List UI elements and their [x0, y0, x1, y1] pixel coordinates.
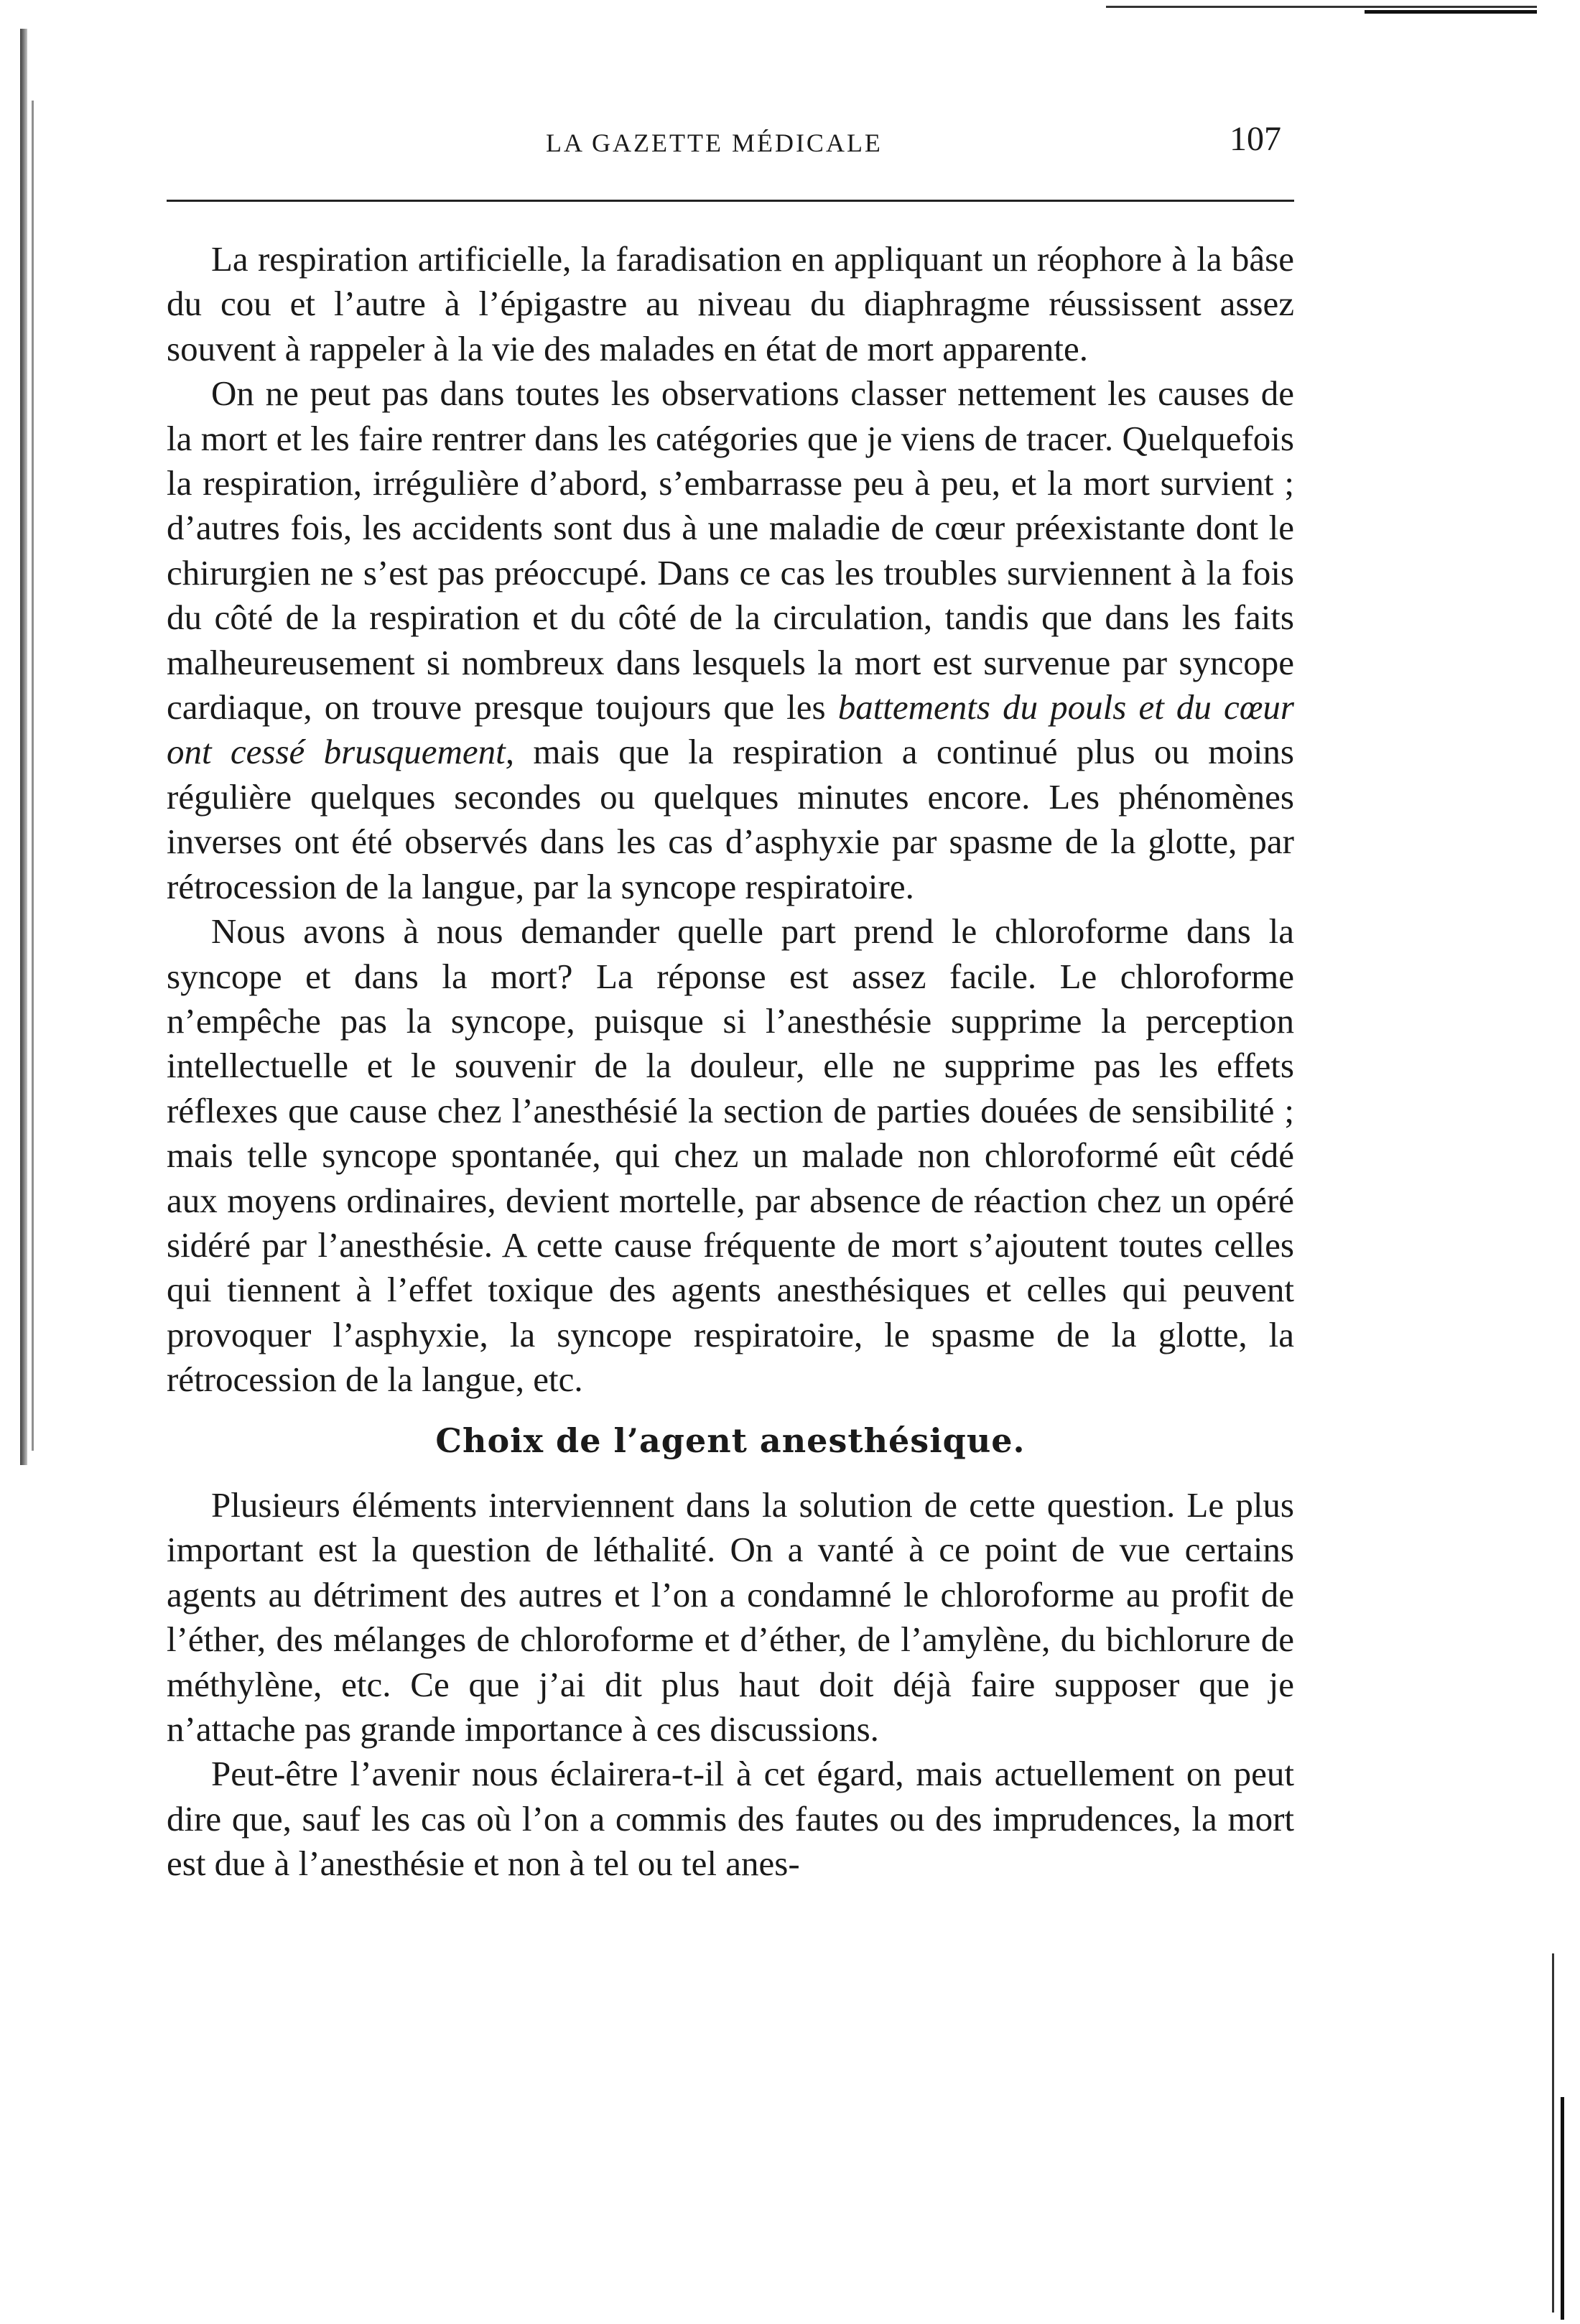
- scan-edge-shadow: [20, 29, 27, 1465]
- paragraph-2-italic: battements du pouls et du cœur ont cessé brusquement,: [167, 687, 1294, 772]
- paragraph-2-part-b: mais que la respiration a continué plus ou moins régulière quelques secondes ou quelques minutes encore. Les phénomènes inverses ont été observés dans les cas d’asphyxie par spasme de la glotte, par rétrocession de la langue, par la syncope respiratoire.: [167, 732, 1295, 906]
- scan-top-artifact: [1106, 6, 1537, 8]
- section-title: Choix de l’agent anesthésique.: [435, 1421, 1026, 1460]
- scan-top-artifact-bold: [1365, 10, 1537, 14]
- paragraph-1: La respiration artificielle, la faradisation en appliquant un réophore à la bâse du cou et l’autre à l’épigastre au niveau du diaphragme réussissent assez souvent à rappeler à la vie des malades en état de mort apparente.: [167, 239, 1294, 368]
- paragraph-2: [167, 371, 1294, 909]
- scan-right-edge-bold: [1561, 2097, 1564, 2320]
- scan-binding-line: [32, 101, 34, 1451]
- paragraph-4: Plusieurs éléments interviennent dans la solution de cette question. Le plus important est la question de léthalité. On a vanté à ce point de vue certains agents au détriment des autres et l’on a condamné le chloroforme au profit de l’éther, des mélanges de chloroforme et d’éther, de l’amylène, du bichlorure de méthylène, etc. Ce que j’ai dit plus haut doit déjà faire supposer que je n’attache pas grande importance à ces discussions.: [167, 1484, 1294, 1749]
- header-rule: [167, 200, 1294, 202]
- paragraph-3: Nous avons à nous demander quelle part prend le chloroforme dans la syncope et dans la mort? La réponse est assez facile. Le chloroforme n’empêche pas la syncope, puisque si l’anesthésie supprime la perception intellectuelle et le souvenir de la douleur, elle ne supprime pas les effets réflexes que cause chez l’anesthésié la section de parties douées de sensibilité ; mais telle syncope spontanée, qui chez un malade non chloroformé eût cédé aux moyens ordinaires, devient mortelle, par absence de réaction chez un opéré sidéré par l’anesthésie. A cette cause fréquente de mort s’ajoutent toutes celles qui tiennent à l’effet toxique des agents anesthésiques et celles qui peuvent provoquer l’asphyxie, la syncope respiratoire, le spasme de la glotte, la rétrocession de la langue, etc.: [167, 911, 1294, 1400]
- running-head: LA GAZETTE MÉDICALE: [546, 129, 883, 157]
- page-number: 107: [1230, 120, 1281, 158]
- body-text: [167, 237, 1294, 1887]
- scan-right-edge: [1552, 1953, 1554, 2313]
- paragraph-2-part-a: On ne peut pas dans toutes les observations classer nettement les causes de la mort et les faire rentrer dans les catégories que je viens de tracer. Quelquefois la respiration, irrégulière d’abord, s’embarrasse peu à peu, et la mort survient ; d’autres fois, les accidents sont dus à une maladie de cœur préexistante dont le chirurgien ne s’est pas préoccupé. Dans ce cas les troubles surviennent à la fois du côté de la respiration et du côté de la circulation, tandis que dans les faits malheureusement si nombreux dans lesquels la mort est survenue par syncope cardiaque, on trouve presque toujours que les: [167, 373, 1294, 728]
- paragraph-5: Peut-être l’avenir nous éclairera-t-il à cet égard, mais actuellement on peut dire que, sauf les cas où l’on a commis des fautes ou des imprudences, la mort est due à l’anesthésie et non à tel ou tel anes-: [167, 1754, 1294, 1884]
